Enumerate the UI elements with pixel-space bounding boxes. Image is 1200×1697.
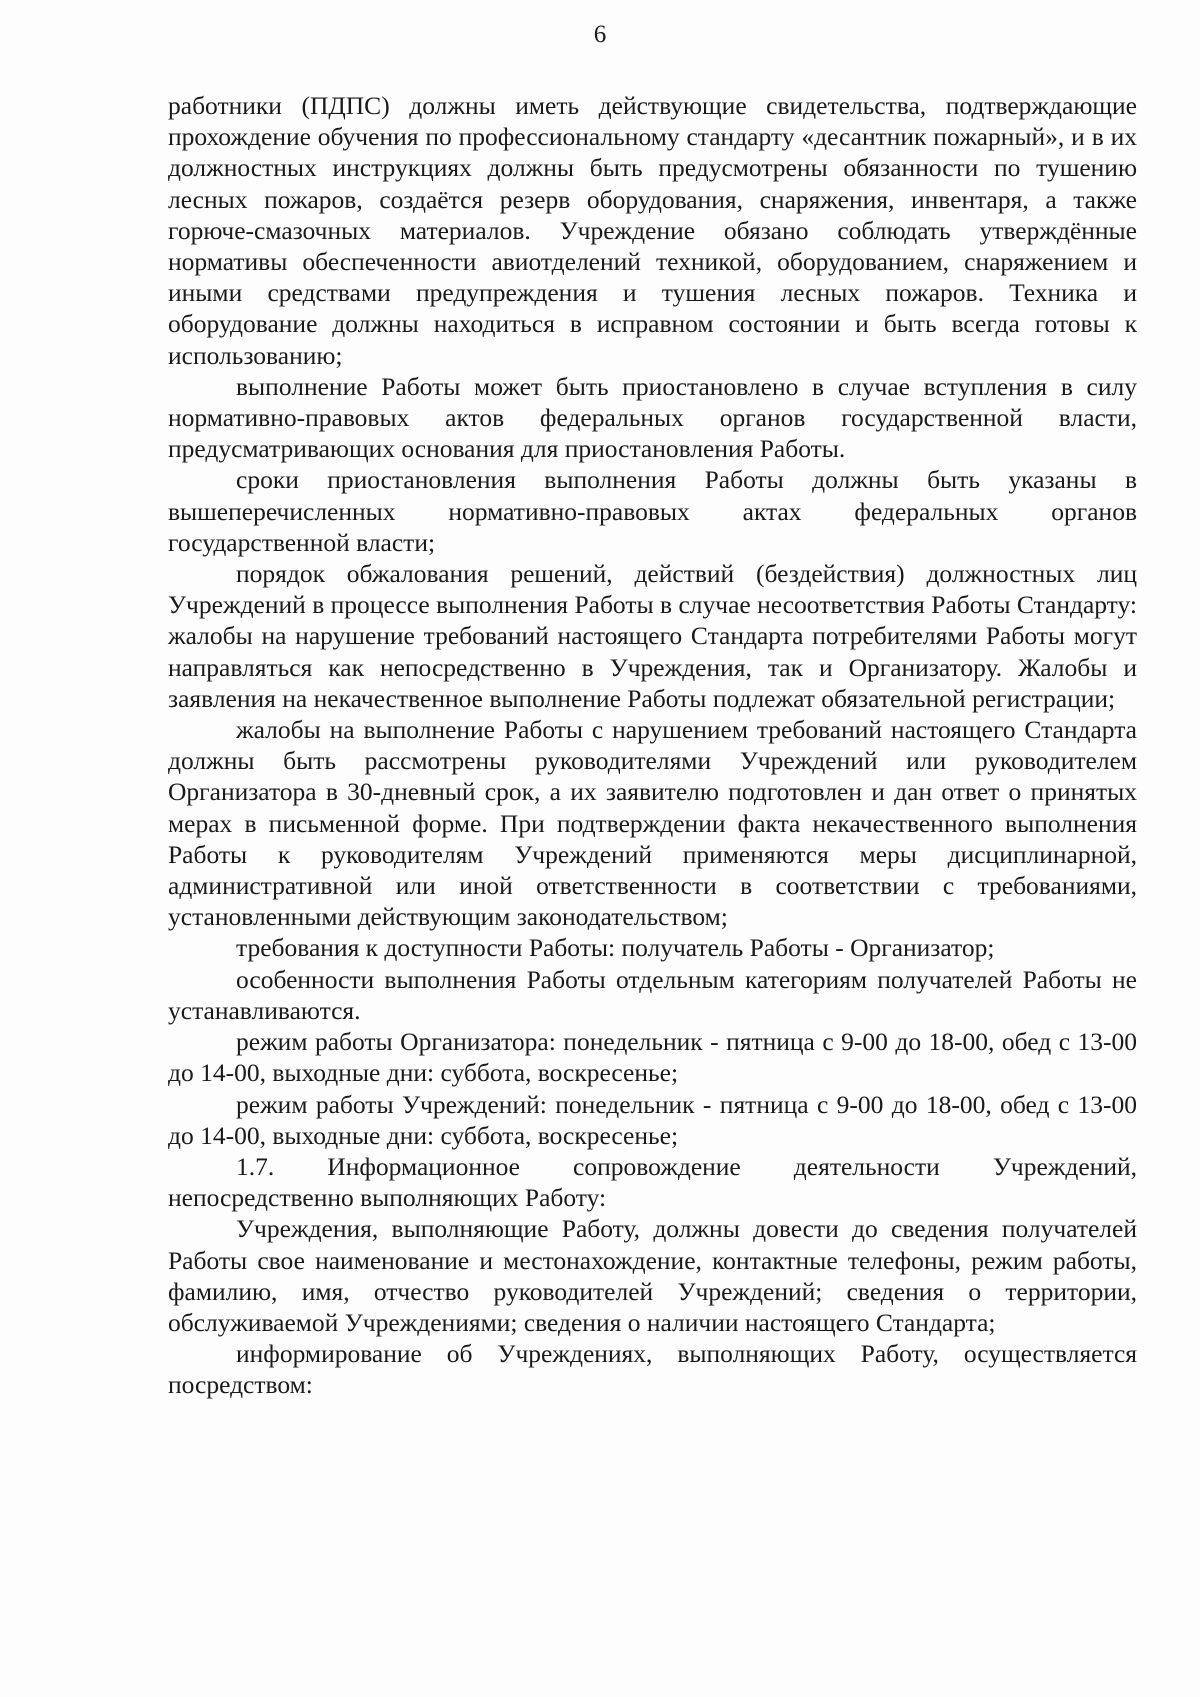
- paragraph-continuation: работники (ПДПС) должны иметь действующие свидетельства, подтверждающие прохождение обучения по профессиональному стандарту «десантник пожарный», и в их должностных инструкциях должны быть предусмотрены обязанности по тушению лесных пожаров, создаётся резерв оборудования, снаряжения, инвентаря, а также горюче-смазочных материалов. Учреждение обязано соблюдать утверждённые нормативы обеспеченности авиотделений техникой, оборудованием, снаряжением и иными средствами предупреждения и тушения лесных пожаров. Техника и оборудование должны находиться в исправном состоянии и быть всегда готовы к использованию;: [168, 91, 1137, 370]
- paragraph-accessibility: требования к доступности Работы: получатель Работы - Организатор;: [236, 933, 995, 963]
- page-number: 6: [593, 21, 607, 48]
- paragraph-informing-means: информирование об Учреждениях, выполняющих Работу, осуществляется посредством:: [168, 1339, 1137, 1400]
- paragraph-organizer-hours: режим работы Организатора: понедельник - пятница с 9-00 до 18-00, обед с 13-00 до 14-00, выходные дни: суббота, воскресенье;: [168, 1027, 1137, 1088]
- paragraph-special-categories: особенности выполнения Работы отдельным категориям получателей Работы не устанавливаются.: [168, 964, 1137, 1025]
- paragraph-suspension-terms: сроки приостановления выполнения Работы должны быть указаны в вышеперечисленных нормативно-правовых актах федеральных органов государственной власти;: [168, 465, 1137, 557]
- paragraph-suspension: выполнение Работы может быть приостановлено в случае вступления в силу нормативно-правовых актов федеральных органов государственной власти, предусматривающих основания для приостановления Работы.: [168, 371, 1137, 464]
- paragraph-complaints: жалобы на выполнение Работы с нарушением требований настоящего Стандарта должны быть рассмотрены руководителями Учреждений или руководителем Организатора в 30-дневный срок, а их заявителю подготовлен и дан ответ о принятых мерах в письменной форме. При подтверждении факта некачественного выполнения Работы к руководителям Учреждений применяются меры дисциплинарной, административной или иной ответственности в соответствии с требованиями, установленными действующим законодательством;: [168, 715, 1137, 932]
- paragraph-appeal-procedure: порядок обжалования решений, действий (бездействия) должностных лиц Учреждений в процессе выполнения Работы в случае несоответствия Работы Стандарту: жалобы на нарушение требований настоящего Стандарта потребителями Работы могут направляться как непосредственно в Учреждения, так и Организатору. Жалобы и заявления на некачественное выполнение Работы подлежат обязательной регистрации;: [168, 559, 1137, 713]
- document-body: [168, 90, 1137, 1401]
- paragraph-section-1-7: 1.7. Информационное сопровождение деятельности Учреждений, непосредственно выполняющих Работу:: [168, 1151, 1137, 1213]
- paragraph-information-duty: Учреждения, выполняющие Работу, должны довести до сведения получателей Работы свое наименование и местонахождение, контактные телефоны, режим работы, фамилию, имя, отчество руководителей Учреждений; сведения о территории, обслуживаемой Учреждениями; сведения о наличии настоящего Стандарта;: [168, 1214, 1137, 1337]
- paragraph-institution-hours: режим работы Учреждений: понедельник - пятница с 9-00 до 18-00, обед с 13-00 до 14-00, выходные дни: суббота, воскресенье;: [168, 1089, 1137, 1150]
